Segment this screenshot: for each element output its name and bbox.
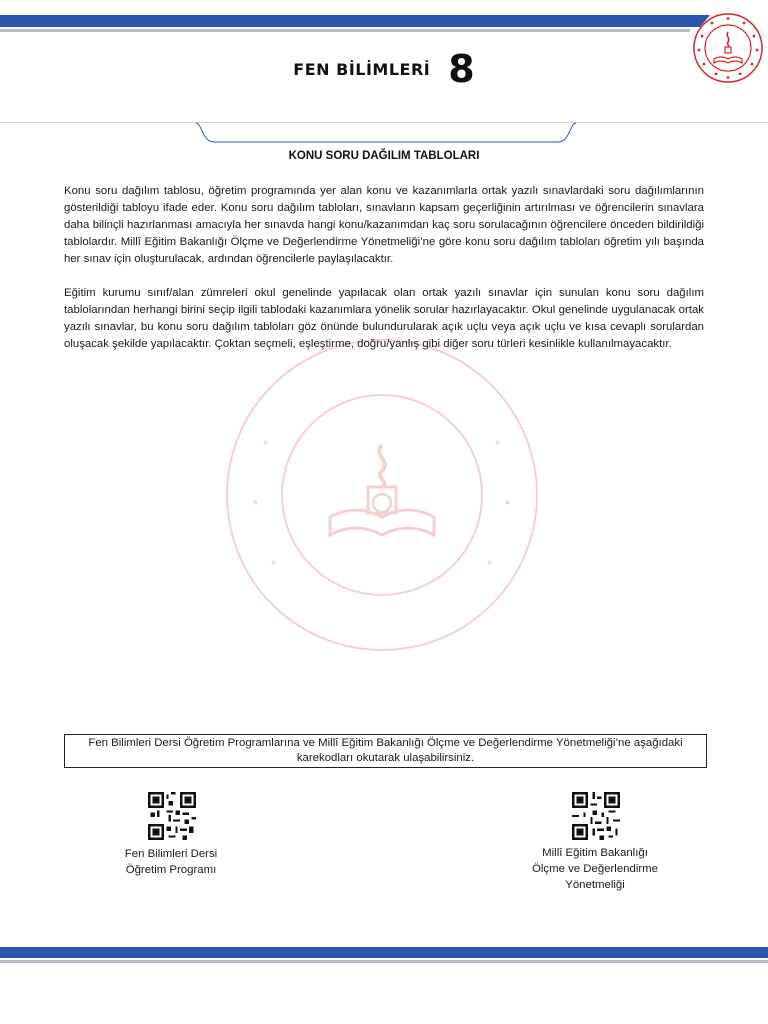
grade-number: 8 xyxy=(448,47,475,91)
svg-text:★: ★ xyxy=(270,558,278,567)
svg-text:★: ★ xyxy=(252,498,260,507)
qr-label-regulation: Millî Eğitim Bakanlığı Ölçme ve Değerlendirme Yönetmeliği xyxy=(532,847,658,891)
qr-code-icon[interactable] xyxy=(572,792,620,840)
ministry-watermark-icon xyxy=(222,335,542,655)
section-tab-decoration xyxy=(194,122,578,144)
paragraph-1: Konu soru dağılım tablosu, öğretim programında yer alan konu ve kazanımlarla ortak yazılı sınavlardaki soru dağılımlarının gösterildiği tabloyu ifade eder. Konu soru dağılım tabloları, sınavların kapsam geçerliğinin artırılması ve öğrencilerin sınavlara daha bilinçli hazırlanması amacıyla her sınavda hangi konu/kazanımdan kaç soru sorulacağının öğrencilere önceden bildirildiği tablolardır. Millî Eğitim Bakanlığı Ölçme ve Değerlendirme Yönetmeliği’ne göre konu soru dağılım tabloları öğretim yılı başında her sınav için oluşturulacak, ardından öğrencilerle paylaşılacaktır. xyxy=(64,185,704,265)
svg-text:★: ★ xyxy=(504,498,512,507)
svg-text:★: ★ xyxy=(486,558,494,567)
top-gray-stripe xyxy=(0,29,690,32)
section-title: KONU SORU DAĞILIM TABLOLARI xyxy=(288,150,480,162)
qr-info-box: Fen Bilimleri Dersi Öğretim Programlarına ve Millî Eğitim Bakanlığı Ölçme ve Değerlendirme Yönetmeliği’ne aşağıdaki karekodları okutarak ulaşabilirsiniz. xyxy=(64,734,707,768)
header-title xyxy=(0,49,768,89)
top-blue-band xyxy=(0,15,700,27)
svg-text:★: ★ xyxy=(494,438,502,447)
qr-label-program: Fen Bilimleri Dersi Öğretim Programı xyxy=(124,848,218,876)
bottom-blue-band xyxy=(0,947,768,958)
qr-code-icon[interactable] xyxy=(148,792,196,840)
bottom-gray-stripe xyxy=(0,960,768,963)
paragraph-2: Eğitim kurumu sınıf/alan zümreleri okul genelinde yapılacak olan ortak yazılı sınavlar için sunulan konu soru dağılım tablolarından herhangi birini seçip ilgili tablodaki kazanımlara yönelik sorular hazırlayacaktır. Okul genelinde uygulanacak ortak yazılı sınavlar, bu konu soru dağılım tabloları göz önünde bulundurularak açık uçlu veya açık uçlu ve kısa cevaplı sorulardan oluşacak şekilde yapılacaktır. Çoktan seçmeli, eşleştirme, doğru/yanlış gibi diğer soru türleri kesinlikle kullanılmayacaktır. xyxy=(64,287,704,350)
svg-text:★: ★ xyxy=(262,438,270,447)
body-text xyxy=(64,183,704,370)
subject-title: FEN BİLİMLERİ xyxy=(293,59,431,79)
